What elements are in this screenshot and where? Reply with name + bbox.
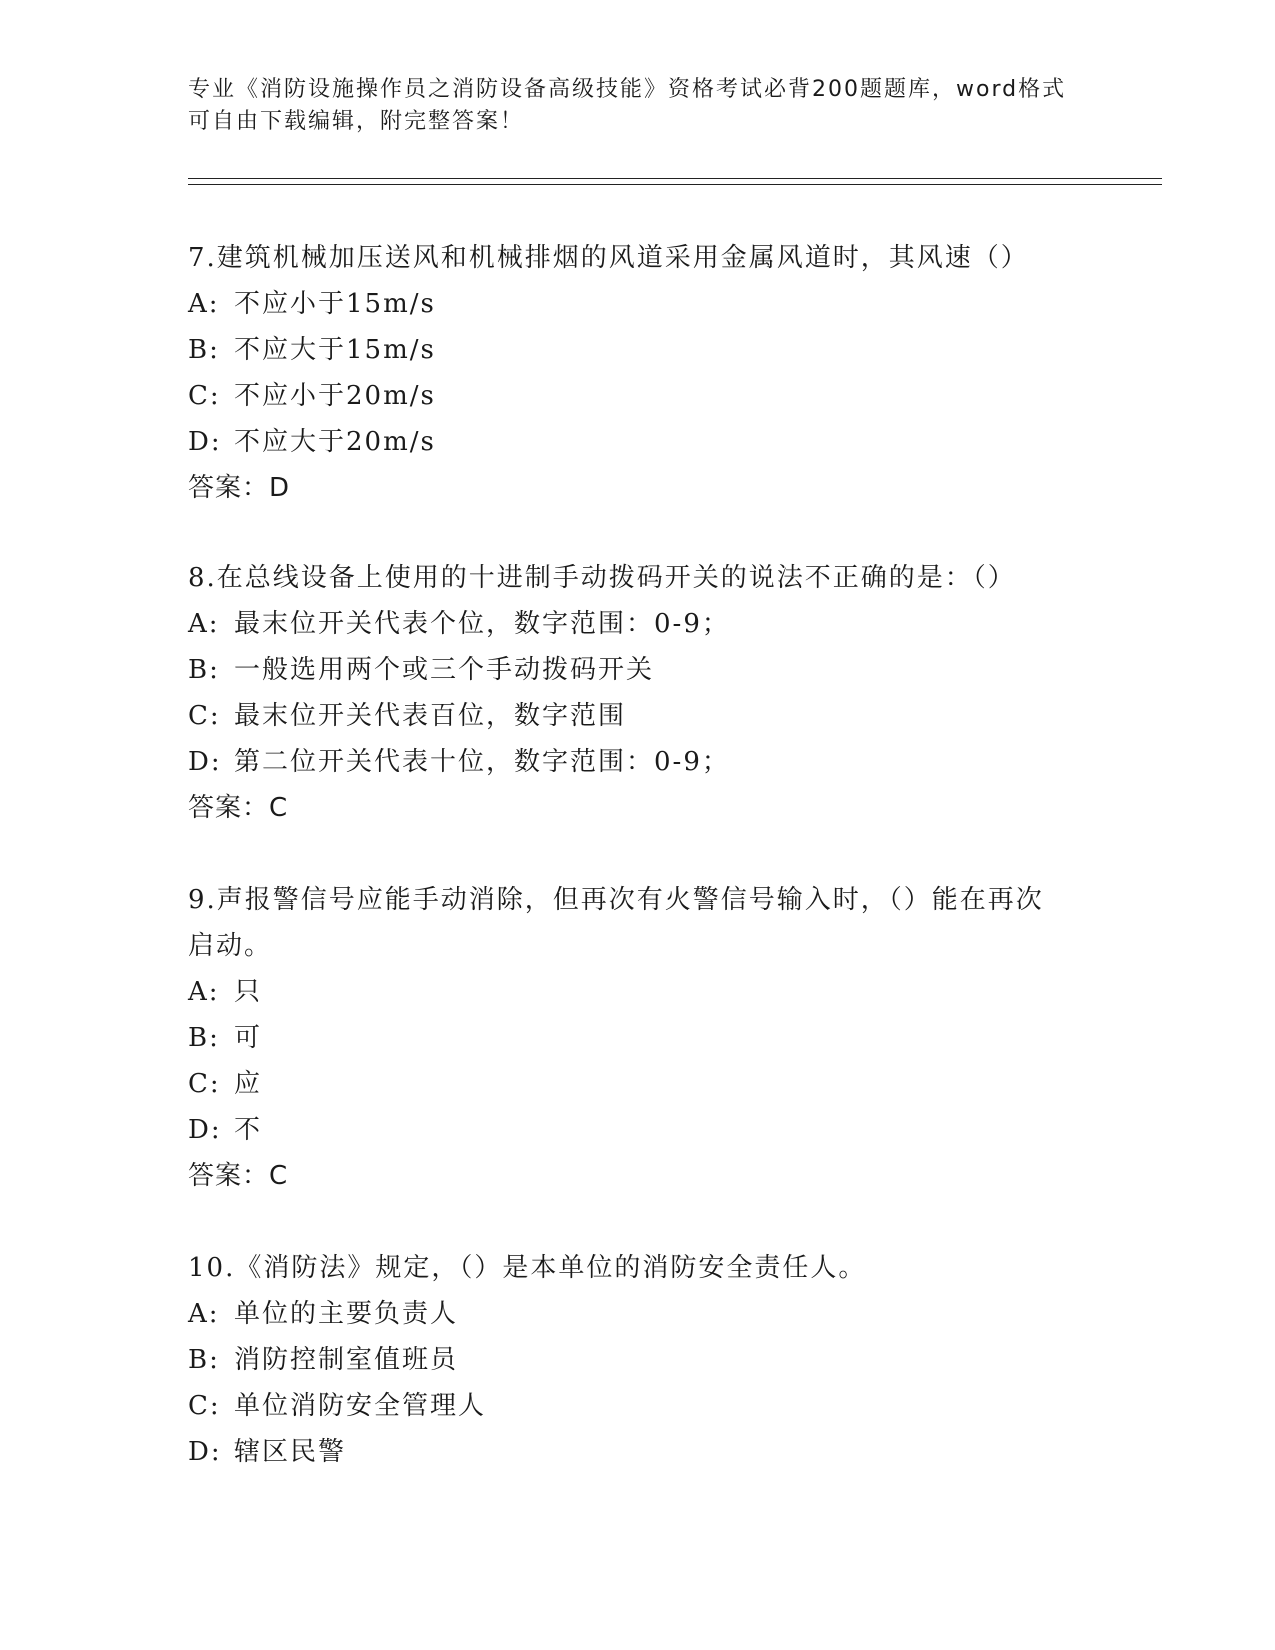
option-b: [188, 647, 1068, 693]
option-letter: A:: [188, 609, 220, 639]
option-b: [188, 1337, 1068, 1383]
question-stem: 7.建筑机械加压送风和机械排烟的风道采用金属风道时，其风速（）: [188, 243, 1029, 273]
option-a: [188, 969, 1068, 1015]
question-9: [188, 877, 1068, 1199]
option-text: 单位的主要负责人: [234, 1299, 459, 1329]
option-a: [188, 281, 1068, 327]
option-text: 一般选用两个或三个手动拨码开关: [234, 655, 655, 685]
option-text: 应: [234, 1069, 263, 1099]
answer-line: 答案：C: [188, 1161, 289, 1191]
header-divider-bottom: [188, 184, 1162, 185]
option-b: [188, 1015, 1068, 1061]
option-letter: B:: [188, 1023, 220, 1053]
option-d: [188, 1429, 1068, 1475]
option-a: [188, 601, 1068, 647]
option-c: [188, 1383, 1068, 1429]
option-letter: D:: [188, 747, 222, 777]
option-a: [188, 1291, 1068, 1337]
option-text: 单位消防安全管理人: [234, 1391, 487, 1421]
answer-line: 答案：D: [188, 473, 291, 503]
option-text: 不: [234, 1115, 263, 1145]
option-text: 最末位开关代表百位，数字范围: [234, 701, 627, 731]
option-letter: C:: [188, 1069, 221, 1099]
option-letter: C:: [188, 381, 221, 411]
option-c: [188, 1061, 1068, 1107]
option-letter: B:: [188, 335, 220, 365]
option-b: [188, 327, 1068, 373]
question-10: [188, 1245, 1068, 1475]
option-d: [188, 1107, 1068, 1153]
answer-line: 答案：C: [188, 793, 289, 823]
option-letter: C:: [188, 1391, 221, 1421]
option-text: 第二位开关代表十位，数字范围：0-9；: [234, 747, 730, 777]
option-text: 消防控制室值班员: [234, 1345, 459, 1375]
document-header: 专业《消防设施操作员之消防设备高级技能》资格考试必背200题题库，word格式可自由下载编辑，附完整答案！: [188, 77, 1067, 134]
option-d: [188, 739, 1068, 785]
option-letter: D:: [188, 1437, 222, 1467]
question-8: [188, 555, 1068, 831]
question-stem: 9.声报警信号应能手动消除，但再次有火警信号输入时，（）能在再次启动。: [188, 885, 1044, 961]
option-c: [188, 693, 1068, 739]
option-d: [188, 419, 1068, 465]
option-letter: A:: [188, 1299, 220, 1329]
question-7: [188, 235, 1068, 511]
option-text: 辖区民警: [234, 1437, 347, 1467]
question-stem: 8.在总线设备上使用的十进制手动拨码开关的说法不正确的是：（）: [188, 563, 1016, 593]
option-text: 只: [234, 977, 263, 1007]
option-text: 不应小于20m/s: [234, 381, 436, 411]
option-text: 不应大于20m/s: [234, 427, 436, 457]
option-text: 最末位开关代表个位，数字范围：0-9；: [234, 609, 730, 639]
option-text: 不应小于15m/s: [234, 289, 436, 319]
question-stem: 10.《消防法》规定，（）是本单位的消防安全责任人。: [188, 1253, 867, 1283]
option-letter: D:: [188, 1115, 222, 1145]
option-letter: B:: [188, 1345, 220, 1375]
option-letter: C:: [188, 701, 221, 731]
option-letter: A:: [188, 289, 220, 319]
option-letter: D:: [188, 427, 222, 457]
option-c: [188, 373, 1068, 419]
header-divider-top: [188, 178, 1162, 179]
option-letter: B:: [188, 655, 220, 685]
option-text: 不应大于15m/s: [234, 335, 436, 365]
option-letter: A:: [188, 977, 220, 1007]
option-text: 可: [234, 1023, 263, 1053]
